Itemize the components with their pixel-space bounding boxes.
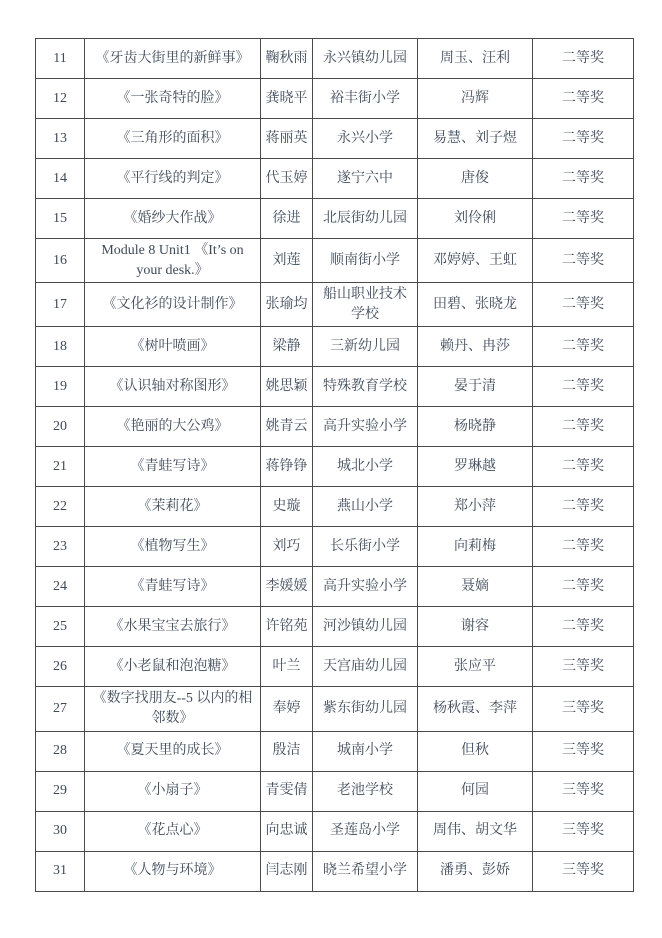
work-title: 《树叶喷画》 <box>85 327 261 367</box>
work-title: 《牙齿大街里的新鲜事》 <box>85 39 261 79</box>
school-name: 城南小学 <box>313 731 418 771</box>
table-row <box>36 327 634 367</box>
school-name: 晓兰希望小学 <box>313 851 418 891</box>
school-name: 燕山小学 <box>313 487 418 527</box>
award-level: 二等奖 <box>533 327 634 367</box>
row-number: 11 <box>36 39 85 79</box>
instructor-names: 潘勇、彭娇 <box>418 851 533 891</box>
award-level: 三等奖 <box>533 731 634 771</box>
work-title: 《水果宝宝去旅行》 <box>85 607 261 647</box>
instructor-names: 周玉、汪利 <box>418 39 533 79</box>
award-level: 三等奖 <box>533 647 634 687</box>
award-level: 二等奖 <box>533 79 634 119</box>
table-row <box>36 367 634 407</box>
table-row <box>36 687 634 731</box>
instructor-names: 田碧、张晓龙 <box>418 283 533 327</box>
school-name: 顺南街小学 <box>313 239 418 283</box>
award-level: 二等奖 <box>533 283 634 327</box>
row-number: 13 <box>36 119 85 159</box>
award-level: 二等奖 <box>533 367 634 407</box>
author-name: 许铭苑 <box>261 607 313 647</box>
row-number: 18 <box>36 327 85 367</box>
award-level: 二等奖 <box>533 239 634 283</box>
instructor-names: 邓婷婷、王虹 <box>418 239 533 283</box>
row-number: 19 <box>36 367 85 407</box>
table-row <box>36 39 634 79</box>
table-row <box>36 771 634 811</box>
row-number: 31 <box>36 851 85 891</box>
table-row <box>36 407 634 447</box>
row-number: 21 <box>36 447 85 487</box>
award-level: 三等奖 <box>533 851 634 891</box>
table-row <box>36 647 634 687</box>
row-number: 25 <box>36 607 85 647</box>
table-row <box>36 283 634 327</box>
work-title: 《植物写生》 <box>85 527 261 567</box>
table-row <box>36 811 634 851</box>
row-number: 16 <box>36 239 85 283</box>
awards-table <box>35 38 634 892</box>
award-level: 二等奖 <box>533 407 634 447</box>
instructor-names: 杨秋霞、李萍 <box>418 687 533 731</box>
author-name: 刘莲 <box>261 239 313 283</box>
school-name: 天宫庙幼儿园 <box>313 647 418 687</box>
instructor-names: 何园 <box>418 771 533 811</box>
work-title: 《茉莉花》 <box>85 487 261 527</box>
row-number: 20 <box>36 407 85 447</box>
award-level: 三等奖 <box>533 811 634 851</box>
table-row <box>36 487 634 527</box>
school-name: 永兴小学 <box>313 119 418 159</box>
award-level: 二等奖 <box>533 487 634 527</box>
author-name: 徐进 <box>261 199 313 239</box>
work-title: 《艳丽的大公鸡》 <box>85 407 261 447</box>
work-title: 《一张奇特的脸》 <box>85 79 261 119</box>
table-row <box>36 239 634 283</box>
school-name: 老池学校 <box>313 771 418 811</box>
author-name: 姚思颖 <box>261 367 313 407</box>
table-row <box>36 851 634 891</box>
row-number: 22 <box>36 487 85 527</box>
award-level: 二等奖 <box>533 39 634 79</box>
award-level: 三等奖 <box>533 771 634 811</box>
row-number: 24 <box>36 567 85 607</box>
table-row <box>36 607 634 647</box>
school-name: 三新幼儿园 <box>313 327 418 367</box>
instructor-names: 唐俊 <box>418 159 533 199</box>
author-name: 殷洁 <box>261 731 313 771</box>
row-number: 14 <box>36 159 85 199</box>
instructor-names: 向莉梅 <box>418 527 533 567</box>
table-row <box>36 119 634 159</box>
school-name: 圣莲岛小学 <box>313 811 418 851</box>
author-name: 姚青云 <box>261 407 313 447</box>
author-name: 龚晓平 <box>261 79 313 119</box>
author-name: 闫志刚 <box>261 851 313 891</box>
awards-table-body <box>36 39 634 892</box>
work-title: 《小扇子》 <box>85 771 261 811</box>
award-level: 二等奖 <box>533 119 634 159</box>
work-title: 《青蛙写诗》 <box>85 447 261 487</box>
award-level: 二等奖 <box>533 567 634 607</box>
table-row <box>36 199 634 239</box>
instructor-names: 谢容 <box>418 607 533 647</box>
instructor-names: 赖丹、冉莎 <box>418 327 533 367</box>
row-number: 30 <box>36 811 85 851</box>
instructor-names: 冯辉 <box>418 79 533 119</box>
row-number: 28 <box>36 731 85 771</box>
instructor-names: 杨晓静 <box>418 407 533 447</box>
work-title: 《青蛙写诗》 <box>85 567 261 607</box>
work-title: 《婚纱大作战》 <box>85 199 261 239</box>
row-number: 17 <box>36 283 85 327</box>
instructor-names: 但秋 <box>418 731 533 771</box>
instructor-names: 聂嫡 <box>418 567 533 607</box>
work-title: 《人物与环境》 <box>85 851 261 891</box>
award-level: 二等奖 <box>533 199 634 239</box>
author-name: 张瑜均 <box>261 283 313 327</box>
instructor-names: 易慧、刘子煜 <box>418 119 533 159</box>
school-name: 河沙镇幼儿园 <box>313 607 418 647</box>
author-name: 代玉婷 <box>261 159 313 199</box>
author-name: 梁静 <box>261 327 313 367</box>
author-name: 李媛媛 <box>261 567 313 607</box>
work-title: 《文化衫的设计制作》 <box>85 283 261 327</box>
author-name: 叶兰 <box>261 647 313 687</box>
author-name: 奉婷 <box>261 687 313 731</box>
table-row <box>36 447 634 487</box>
school-name: 高升实验小学 <box>313 407 418 447</box>
work-title: 《认识轴对称图形》 <box>85 367 261 407</box>
table-row <box>36 159 634 199</box>
work-title: 《三角形的面积》 <box>85 119 261 159</box>
author-name: 史璇 <box>261 487 313 527</box>
instructor-names: 郑小萍 <box>418 487 533 527</box>
table-row <box>36 79 634 119</box>
school-name: 长乐街小学 <box>313 527 418 567</box>
school-name: 船山职业技术学校 <box>313 283 418 327</box>
author-name: 向忠诚 <box>261 811 313 851</box>
instructor-names: 周伟、胡文华 <box>418 811 533 851</box>
school-name: 裕丰街小学 <box>313 79 418 119</box>
table-row <box>36 527 634 567</box>
school-name: 永兴镇幼儿园 <box>313 39 418 79</box>
work-title: 《平行线的判定》 <box>85 159 261 199</box>
award-level: 二等奖 <box>533 607 634 647</box>
award-level: 三等奖 <box>533 687 634 731</box>
instructor-names: 晏于清 <box>418 367 533 407</box>
school-name: 特殊教育学校 <box>313 367 418 407</box>
author-name: 青雯倩 <box>261 771 313 811</box>
row-number: 26 <box>36 647 85 687</box>
row-number: 29 <box>36 771 85 811</box>
author-name: 鞠秋雨 <box>261 39 313 79</box>
work-title: 《数字找朋友--5 以内的相邻数》 <box>85 687 261 731</box>
table-row <box>36 731 634 771</box>
award-level: 二等奖 <box>533 159 634 199</box>
school-name: 遂宁六中 <box>313 159 418 199</box>
row-number: 23 <box>36 527 85 567</box>
award-level: 二等奖 <box>533 447 634 487</box>
school-name: 北辰街幼儿园 <box>313 199 418 239</box>
award-level: 二等奖 <box>533 527 634 567</box>
instructor-names: 张应平 <box>418 647 533 687</box>
row-number: 27 <box>36 687 85 731</box>
work-title: Module 8 Unit1 《It’s on your desk.》 <box>85 239 261 283</box>
table-row <box>36 567 634 607</box>
author-name: 蒋丽英 <box>261 119 313 159</box>
instructor-names: 刘伶俐 <box>418 199 533 239</box>
work-title: 《花点心》 <box>85 811 261 851</box>
work-title: 《小老鼠和泡泡糖》 <box>85 647 261 687</box>
work-title: 《夏天里的成长》 <box>85 731 261 771</box>
author-name: 刘巧 <box>261 527 313 567</box>
instructor-names: 罗琳越 <box>418 447 533 487</box>
school-name: 城北小学 <box>313 447 418 487</box>
row-number: 15 <box>36 199 85 239</box>
school-name: 紫东街幼儿园 <box>313 687 418 731</box>
school-name: 高升实验小学 <box>313 567 418 607</box>
author-name: 蒋铮铮 <box>261 447 313 487</box>
row-number: 12 <box>36 79 85 119</box>
